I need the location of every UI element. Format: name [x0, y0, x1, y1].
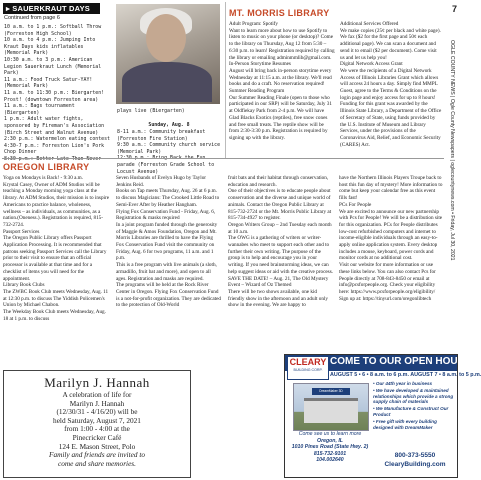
cleary-logo-sub: BUILDING CORP. [293, 368, 323, 372]
ad-headline: COME TO OUR OPEN HOUSE [330, 356, 471, 367]
sauerkraut-sunday-head: Sunday, Aug. 8 [148, 122, 190, 128]
ad-bullet: • Free gift with every building designed with DreamMaker [373, 418, 437, 430]
oregon-col3: fruit bats and their habitat through conservation, education and research. One of their objectives is to educate people about conservation and the diverse and unique world of animals. Contact the Oregon Public Library at 815-732-2724 or the Mt. Morris Public Library at 815-734-4927 to register. Oregon Writers Group – 2nd Tuesday each month at 10 a.m. The OWG is a gathering of writers or writer-wannabes who meet to support each other and to further their own writing. The purpose of the group is to help and encourage you in your writing. If you need brainstorming ideas, we can help suggest ideas or aid with the creative process. SAVE THE DATE! – Aug. 21, The Old Mystery Event – Wizard of Oz Themed There will be two shows available, one kid friendly show in the afternoon and an adult only show in the evening. We are happy to [228, 175, 334, 309]
obituary-line4: held Saturday, August 7, 2021 [53, 415, 141, 425]
oregon-col1: Yoga on Mondays is Back! - 9:30 a.m. Krystal Casey, Owner of ADM Studios will be teaching a Monday morning yoga class at the library. At ADM Studios, their mission is to inspire Americans to practice balance, wholeness, wellness – as individuals, as communities, as a nation.(Oneness.). Registration is required, 815-732-2724. Passport Services The Oregon Public Library offers Passport Application Processing. It is recommended that patrons seeking Passport Services call the Library prior to their visit to ensure that an official processor is available at that time and for a checklist of items you will need for the appointment. Library Book Clubs The ZWBC Book Club meets Wednesday, Aug. 11 at 12:30 p.m. to discuss The Yiddish Policemen's Union by Michael Chabon. The Weekday Book Club meets Wednesday, Aug. 18 at 1 p.m. to discuss [3, 175, 110, 322]
ad-bullet-list [373, 381, 455, 431]
section-divider [2, 158, 444, 159]
ad-street: 1010 Pines Road (State Hwy. 2) [291, 444, 369, 451]
obituary-line8: Family and friends are invited to [49, 450, 145, 460]
ad-address-lead: Come see us to learn more [298, 431, 362, 437]
ad-website: ClearyBuilding.com [384, 461, 446, 468]
column-divider [225, 2, 226, 158]
sauerkraut-schedule-col1: 10 a.m. to 1 p.m.: Softball Throw (Forreston High School) 10 a.m. to 4 p.m.: Jumping Into Kraut Days kids inflatables (Memorial Park) 10:30 a.m. to 3 p.m.: American Legion Sauerkraut Lunch (Memorial Park) 11 a.m.: Food Truck Satur-YAY! (Memorial Park) 11 a.m. to 11:30 p.m.: Biergarten! Prost! (downtown Forreston area) 11 a.m.: Bags tournament (Biergarten) 1 p.m.: Adult water fights, sponsored by Fireman's Association (Birch Street and Walnut Avenue) 2:30 p.m.: Watermelon eating contest 4:30-7 p.m.: Forreston Lion's Pork Chop Dinner [4, 24, 110, 156]
page-number: 7 [451, 4, 457, 14]
obituary-line6: Pinecricker Café [72, 432, 122, 442]
obituary-line2: Marilyn J. Hannah [69, 398, 125, 408]
ad-bullet: • We Manufacture & Construct Our Product [373, 406, 449, 417]
obituary-line1: A celebration of life for [62, 390, 132, 399]
obituary-notice [3, 370, 191, 478]
ad-dates: AUGUST 5 • 6 • 8 a.m. to 6 p.m. AUGUST 7 • 8 a.m. to 5 p.m. [330, 372, 481, 378]
mt-morris-col2: Additional Services Offered We make copies (25¢ per black and white page). We fax ($2 for the first page and 50¢ each additional page). We can scan a document and send it to email ($2 per document). Come visit us and let us help you! Digital Network Access Grant We were the recipients of a Digital Network Access of Illinois Libraries Grant which allows will access 24 hours a day. Simply find MMPL Guest, agree to the Terms & Conditions on the login page and enjoy access for up to 8 hours! Funding for this grant was awarded by the Illinois State Library, a Department of the Office of Secretary of State, using funds provided by the U.S. Institute of Museum and Library Services, under the provisions of the Coronavirus Aid, Relief, and Economic Security (CARES) Act. [340, 21, 442, 148]
ad-contact-block [375, 451, 455, 469]
oregon-col2: Seven Husbands of Evelyn Hugo by Taylor Jenkins Reid. Books on Tap meets Thursday, Aug. 26 at 6 p.m. to discuss Magicians: The Crooked Little Road to Semi-Ever After by Heather Hangham. Flying Fox Conservation Fund - Friday, Aug. 6, Registration & masks required In a joint program funded through the generosity of Maggie & Amos Foundation, Oregon and Mt. Morris Libraries are thrilled to have the Flying Fox Conservation Fund visit the community on Friday, Aug. 6 for two programs, 11 a.m. and 1 p.m. This is a free program with live animals (a sloth, armadillo, fruit bat and more), and open to all ages. Registration and masks are required. The programs will be held at the Rock River Center in Oregon. Flying Fox Conservation Fund is a not-for-profit organization. They are dedicated to the protection of Old-World [116, 175, 221, 309]
mt-morris-section-title: MT. MORRIS LIBRARY [229, 8, 330, 18]
photo-face [146, 14, 186, 62]
sauerkraut-col2-top: plays live (Biergarten) [117, 108, 185, 114]
obituary-line3: (12/30/31 - 4/16/20) will be [56, 407, 138, 417]
obituary-line5: from 1:00 - 4:00 at the [64, 424, 130, 434]
sauerkraut-schedule-col2: 8-11 a.m.: Community breakfast (Forreston Fire Station) 9:30 a.m.: Community church service (Memorial Park) parade (Forreston Grade School to Locust Avenue) [117, 129, 221, 175]
obituary-name: Marilyn J. Hannah [44, 375, 150, 390]
mt-morris-col1: Adult Program: Spotify Want to learn more about how to use Spotify to listen to music on your phone (or desktop)? Come to the library on Thursday, Aug 12 from 5:30 – 6:30 p.m. to learn! Registration required by calling the library or emailing adminmmlib@gmail.com. In-Person Storytime Resumes August will bring back in-person storytime every Wednesday at 11:15 a.m. at the library. We'll read books and do a craft. No reservation required! Summer Reading Program Our Summer Reading Finale (open to those who participated in our SRP) will be Saturday, July 31 at Oldfiekay Park from 2-4 p.m. We will have Glad Blacks Exotics (reptiles), free snow cones and free small treats. The reptile show will be from 2:30-3:30 p.m. Registration is required by signing up with the library. [229, 21, 335, 141]
obituary-line9: come and share memories. [58, 458, 136, 468]
ad-phone-toll: 800-373-5550 [394, 452, 436, 459]
ad-zip-line: 104.002640 [316, 457, 344, 464]
page-sidebar-text: OGLE COUNTY NEWS | Ogle County Newspapers | oglecountynews.com • Friday, Jul 30, 2021 [449, 40, 455, 261]
ad-building-roof [304, 398, 358, 423]
ad-bullet: • We have developed & maintained relationships which provide a strong supply chain of materials [373, 387, 454, 405]
ad-city: Oregon, IL [317, 437, 343, 444]
obituary-line7: 124 E. Mason Street, Polo [58, 441, 136, 451]
cleary-logo [287, 356, 329, 380]
ad-phone-local: 815-732-9101 [313, 450, 347, 457]
ad-bullet: • Our 44th year in business [373, 381, 433, 386]
ad-address-block [291, 431, 369, 464]
sauerkraut-continued: Continued from page 6 [4, 15, 60, 21]
sauerkraut-section-title: ▸ SAUERKRAUT DAYS [3, 3, 100, 14]
photo-shirt [122, 62, 212, 102]
oregon-section-title: OREGON LIBRARY [3, 162, 90, 172]
ad-building-banner: DreamMaker 3D [312, 388, 350, 395]
photo-portrait [116, 4, 220, 104]
cleary-logo-name: CLEARY [289, 357, 327, 367]
cleary-open-house-ad [284, 354, 481, 478]
oregon-col4: have the Northern Illinois Players Troupe back to host this fun day of mystery! More information to come but keep your calendar free as this event fills fast! PCs For People We are excited to announce our new partnership with Pcs for People! We will be a distribution site for this organization. PCs for People distributes low-cost refurbished computers and internet to income-eligible individuals through an easy-to-apply online application system. Every desktop includes a mouse, keyboard, power cords and monitor cords at no additional cost. Visit our website for more information or use these links below. You can also contact Pcs for People directly at 708-843-8450 or email at info@pcsforpeople.org. Check your eligibility here: https://www.pcsforpeople.org/eligibility/ Sign up at: https://tinyurl.com/oregonlibtech [339, 175, 443, 302]
ad-building-photo [293, 383, 369, 431]
